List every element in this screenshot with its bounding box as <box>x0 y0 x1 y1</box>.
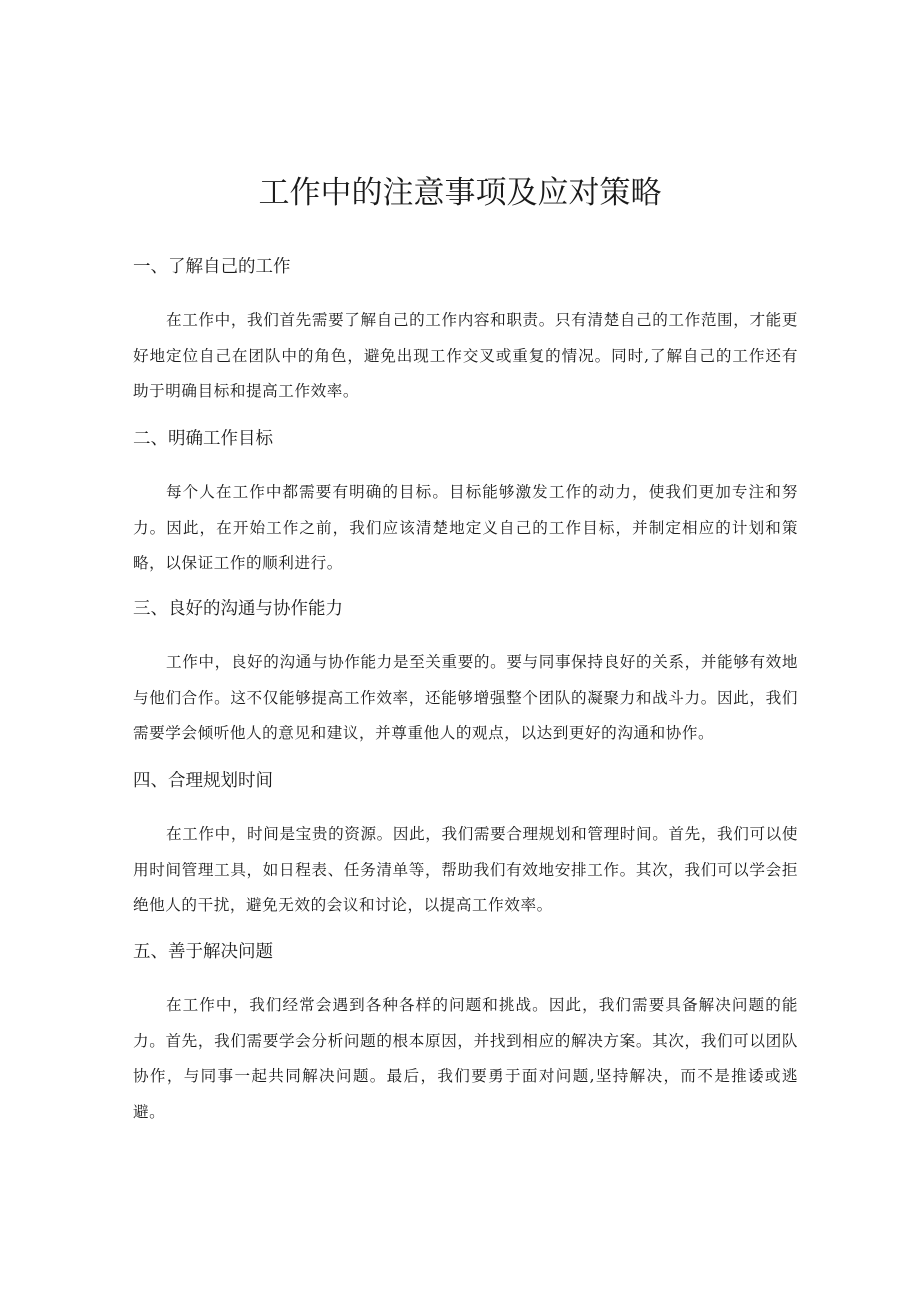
section-heading: 一、了解自己的工作 <box>133 257 291 277</box>
section-problem-solving <box>133 938 798 1130</box>
section-understand-work <box>133 253 798 410</box>
section-heading: 五、善于解决问题 <box>133 942 273 962</box>
section-time-planning <box>133 767 798 924</box>
section-paragraph: 在工作中，我们经常会遇到各种各样的问题和挑战。因此，我们需要具备解决问题的能力。首先，我们需要学会分析问题的根本原因，并找到相应的解决方案。其次，我们可以团队协作，与同事一起共同解决问题。最后，我们要勇于面对问题,坚持解决，而不是推诿或逃避。 <box>133 996 798 1121</box>
section-heading: 四、合理规划时间 <box>133 771 273 791</box>
section-heading: 三、良好的沟通与协作能力 <box>133 599 343 619</box>
section-paragraph: 工作中，良好的沟通与协作能力是至关重要的。要与同事保持良好的关系，并能够有效地与他们合作。这不仅能够提高工作效率，还能够增强整个团队的凝聚力和战斗力。因此，我们需要学会倾听他人的意见和建议，并尊重他人的观点，以达到更好的沟通和协作。 <box>133 653 798 742</box>
section-paragraph: 每个人在工作中都需要有明确的目标。目标能够激发工作的动力，使我们更加专注和努力。因此，在开始工作之前，我们应该清楚地定义自己的工作目标，并制定相应的计划和策略，以保证工作的顺利进行。 <box>133 483 798 572</box>
document-title: 工作中的注意事项及应对策略 <box>258 175 662 211</box>
section-paragraph: 在工作中，时间是宝贵的资源。因此，我们需要合理规划和管理时间。首先，我们可以使用时间管理工具，如日程表、任务清单等，帮助我们有效地安排工作。其次，我们可以学会拒绝他人的干扰，避免无效的会议和讨论，以提高工作效率。 <box>133 825 798 914</box>
section-clear-goals <box>133 425 798 582</box>
section-paragraph: 在工作中，我们首先需要了解自己的工作内容和职责。只有清楚自己的工作范围，才能更好地定位自己在团队中的角色，避免出现工作交叉或重复的情况。同时,了解自己的工作还有助于明确目标和提高工作效率。 <box>133 311 798 400</box>
section-communication <box>133 595 798 752</box>
section-heading: 二、明确工作目标 <box>133 429 273 449</box>
